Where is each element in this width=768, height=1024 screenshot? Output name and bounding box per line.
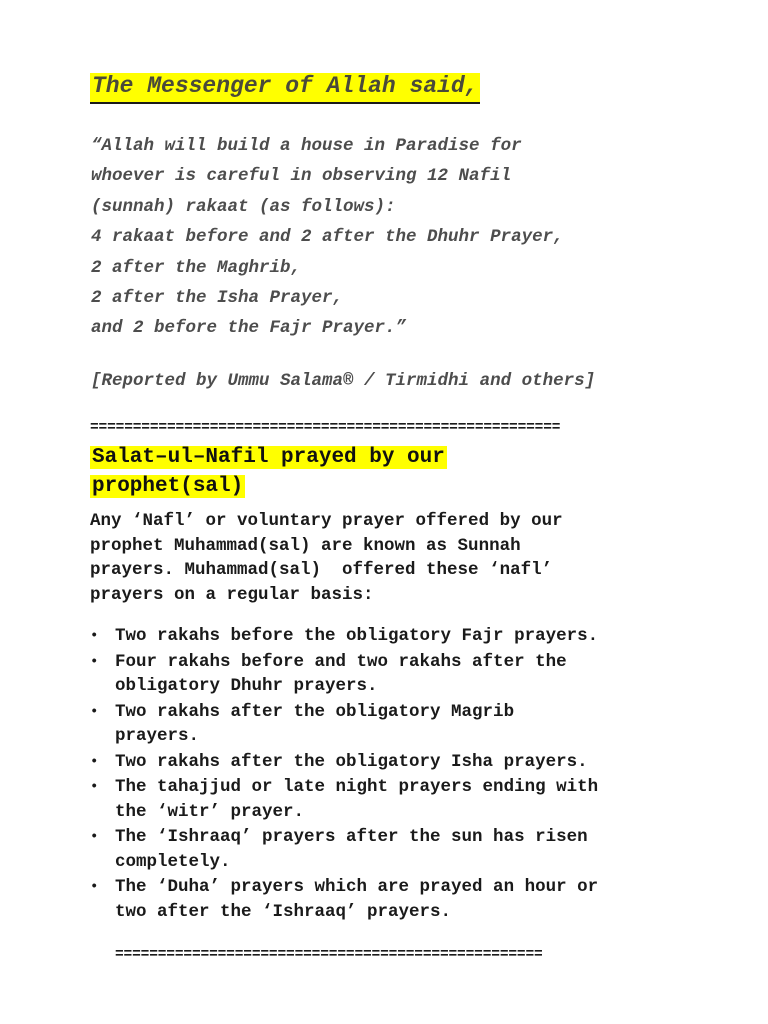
bullet-icon: • xyxy=(90,879,99,895)
hadith-heading-text: The Messenger of Allah said, xyxy=(90,73,480,104)
bullet-icon: • xyxy=(90,703,99,720)
bullet-icon: • xyxy=(90,628,99,644)
list-item xyxy=(90,624,598,649)
quote-line: “Allah will build a house in Paradise for xyxy=(91,136,522,156)
list-item-line: prayers. xyxy=(115,726,200,746)
list-item-line: The tahajjud or late night prayers ending with xyxy=(115,777,599,797)
list-item xyxy=(90,775,598,824)
list-item-line: Two rakahs after the obligatory Magrib xyxy=(115,701,515,722)
intro-line: prayers. Muhammad(sal) offered these ‘nafl’ xyxy=(90,560,553,580)
list-item xyxy=(90,700,598,749)
section-divider: ======================================================= xyxy=(90,420,561,436)
list-item-line: Four rakahs before and two rakahs after the xyxy=(115,651,567,672)
section-heading-text: prophet(sal) xyxy=(92,475,244,498)
intro-line: Any ‘Nafl’ or voluntary prayer offered by our xyxy=(90,511,563,531)
section-heading-line xyxy=(90,472,447,501)
quote-line: and 2 before the Fajr Prayer.” xyxy=(91,318,407,339)
intro-line: prayers on a regular basis: xyxy=(90,584,374,605)
section-heading xyxy=(90,443,447,501)
section-heading-text: Salat–ul–Nafil prayed by our xyxy=(92,446,445,469)
list-item-line: The ‘Ishraaq’ prayers after the sun has risen xyxy=(115,827,588,847)
list-item-line: Two rakahs before the obligatory Fajr prayers. xyxy=(115,626,599,646)
bullet-icon: • xyxy=(90,829,99,845)
list-item-line: Two rakahs after the obligatory Isha prayers. xyxy=(115,751,588,772)
bullet-icon: • xyxy=(90,779,99,795)
list-item-line: The ‘Duha’ prayers which are prayed an hour or xyxy=(115,877,599,897)
quote-line: 4 rakaat before and 2 after the Dhuhr Prayer, xyxy=(91,227,564,248)
list-item-line: the ‘witr’ prayer. xyxy=(115,801,305,822)
list-item-line: completely. xyxy=(115,851,231,872)
list-item-line: two after the ‘Ishraaq’ prayers. xyxy=(115,901,452,922)
quote-line: (sunnah) rakaat (as follows): xyxy=(91,196,396,217)
hadith-quote xyxy=(91,131,564,344)
list-item xyxy=(90,750,598,775)
bullet-icon: • xyxy=(90,653,99,670)
list-item xyxy=(90,650,598,699)
bullet-icon: • xyxy=(90,753,99,770)
quote-line: 2 after the Isha Prayer, xyxy=(91,287,344,308)
intro-paragraph xyxy=(90,509,563,607)
quote-line: whoever is careful in observing 12 Nafil xyxy=(91,166,512,187)
quote-line: 2 after the Maghrib, xyxy=(91,257,302,278)
list-item xyxy=(90,825,598,874)
list-item xyxy=(90,875,598,924)
list-item-line: obligatory Dhuhr prayers. xyxy=(115,676,378,696)
hadith-heading xyxy=(90,70,480,102)
section-divider: ================================================== xyxy=(115,947,543,963)
hadith-reference: [Reported by Ummu Salama® / Tirmidhi and others] xyxy=(91,371,596,391)
intro-line: prophet Muhammad(sal) are known as Sunnah xyxy=(90,535,521,556)
nafil-prayer-list xyxy=(90,624,598,925)
section-heading-line xyxy=(90,443,447,472)
